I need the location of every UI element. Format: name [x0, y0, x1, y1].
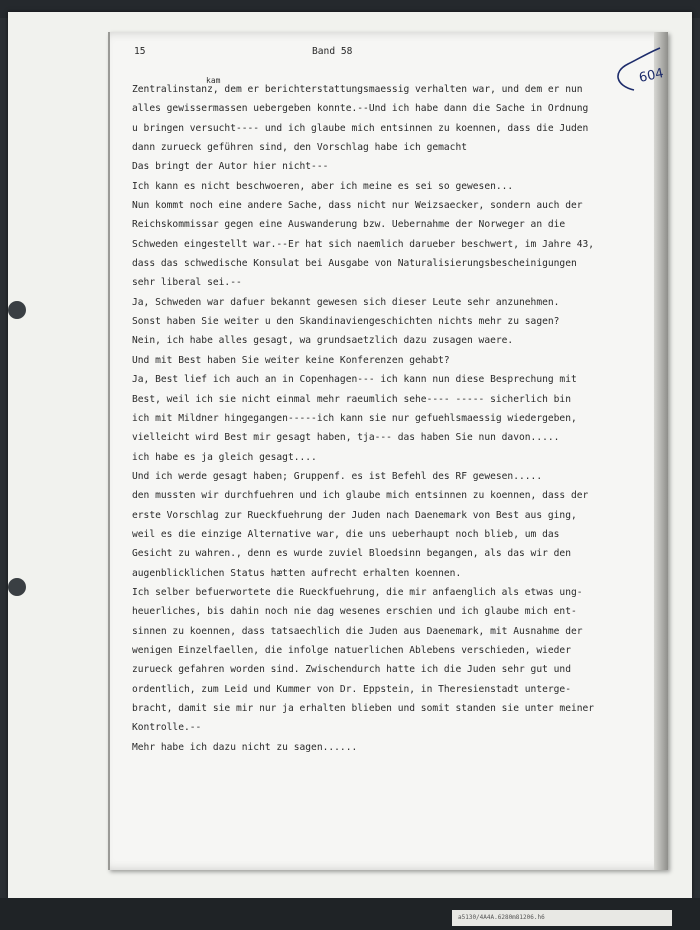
punch-hole — [8, 301, 26, 319]
text-line: vielleicht wird Best mir gesagt haben, tja--- das haben Sie nun davon..... — [132, 432, 560, 444]
text-line: Kontrolle.-- — [132, 722, 202, 734]
punch-hole — [8, 578, 26, 596]
text-line: u bringen versucht---- und ich glaube mich entsinnen zu koennen, dass die Juden — [132, 122, 589, 134]
text-line: Gesicht zu wahren., denn es wurde zuviel Bloedsinn begangen, als das wir den — [132, 548, 571, 560]
text-line: Best, weil ich sie nicht einmal mehr raeumlich sehe---- ----- sicherlich bin — [132, 393, 571, 405]
text-line: bracht, damit sie mir nur ja erhalten blieben und somit standen sie unter meiner — [132, 703, 595, 714]
handwritten-number: 604 — [637, 66, 666, 86]
text-line: Ich selber befuerwortete die Rueckfuehrung, die mir anfaenglich als etwas ung- — [132, 586, 583, 598]
document-page — [108, 32, 668, 870]
text-line: ordentlich, zum Leid und Kummer von Dr. Eppstein, in Theresienstadt unterge- — [132, 683, 571, 695]
text-line: Nein, ich habe alles gesagt, wa grundsaetzlich dazu zusagen waere. — [132, 335, 514, 347]
text-line: Ja, Best lief ich auch an in Copenhagen--- ich kann nun diese Besprechung mit — [132, 374, 577, 386]
text-line: sinnen zu koennen, dass tatsaechlich die Juden aus Daenemark, mit Ausnahme der — [132, 625, 583, 637]
text-line: Nun kommt noch eine andere Sache, dass nicht nur Weizsaecker, sondern auch der — [132, 200, 583, 212]
text-line: Und ich werde gesagt haben; Gruppenf. es ist Befehl des RF gewesen..... — [132, 470, 543, 482]
text-line: alles gewissermassen uebergeben konnte.--Und ich habe dann die Sache in Ordnung — [132, 103, 589, 115]
text-line: Mehr habe ich dazu nicht zu sagen...... — [132, 741, 358, 753]
text-line: Zentralinstanz, dem er berichterstattungsmaessig verhalten war, und dem er nun — [132, 84, 583, 95]
text-line: Und mit Best haben Sie weiter keine Konferenzen gehabt? — [132, 354, 450, 366]
text-line: Reichskommissar gegen eine Auswanderung bzw. Uebernahme der Norweger an die — [132, 219, 566, 231]
text-line: Schweden eingestellt war.--Er hat sich naemlich darueber beschwert, im Jahre 43, — [132, 238, 595, 250]
text-line: ich habe es ja gleich gesagt.... — [132, 451, 317, 463]
text-line: wenigen Einzelfaellen, die infolge natuerlichen Ablebens verschieden, wieder — [132, 644, 571, 656]
text-line: augenblicklichen Status hætten aufrecht erhalten koennen. — [132, 567, 462, 579]
text-line: ich mit Mildner hingegangen-----ich kann sie nur gefuehlsmaessig wiedergeben, — [132, 412, 577, 424]
volume-label: Band 58 — [312, 46, 353, 57]
text-line: dass das schwedische Konsulat bei Ausgabe von Naturalisierungsbescheinigungen — [132, 258, 577, 270]
text-line: zurueck gefahren worden sind. Zwischendurch hatte ich die Juden sehr gut und — [132, 664, 571, 676]
text-line: Sonst haben Sie weiter u den Skandinaviengeschichten nichts mehr zu sagen? — [132, 316, 560, 328]
page-edge-shadow — [654, 32, 668, 870]
interlinear-insert: kam — [206, 76, 221, 85]
archive-label: a5130/4A4A.6280m81206.h6 — [452, 910, 672, 926]
text-line: heuerliches, bis dahin noch nie dag wesenes erschien und ich glaube mich ent- — [132, 606, 577, 618]
text-line: erste Vorschlag zur Rueckfuehrung der Juden nach Daenemark von Best aus ging, — [132, 509, 577, 521]
text-line: dann zurueck geführen sind, den Vorschlag habe ich gemacht — [132, 142, 468, 154]
text-line: weil es die einzige Alternative war, die uns ueberhaupt noch blieb, um das — [132, 528, 560, 540]
page-number: 15 — [134, 46, 146, 57]
document-body — [132, 80, 647, 757]
text-line: Ja, Schweden war dafuer bekannt gewesen sich dieser Leute sehr anzunehmen. — [132, 296, 560, 308]
text-line: Das bringt der Autor hier nicht--- — [132, 161, 329, 173]
page-header — [134, 46, 634, 62]
text-line: Ich kann es nicht beschwoeren, aber ich meine es sei so gewesen... — [132, 180, 514, 192]
text-line: sehr liberal sei.-- — [132, 277, 242, 289]
text-line: den mussten wir durchfuehren und ich glaube mich entsinnen zu koennen, dass der — [132, 490, 589, 502]
